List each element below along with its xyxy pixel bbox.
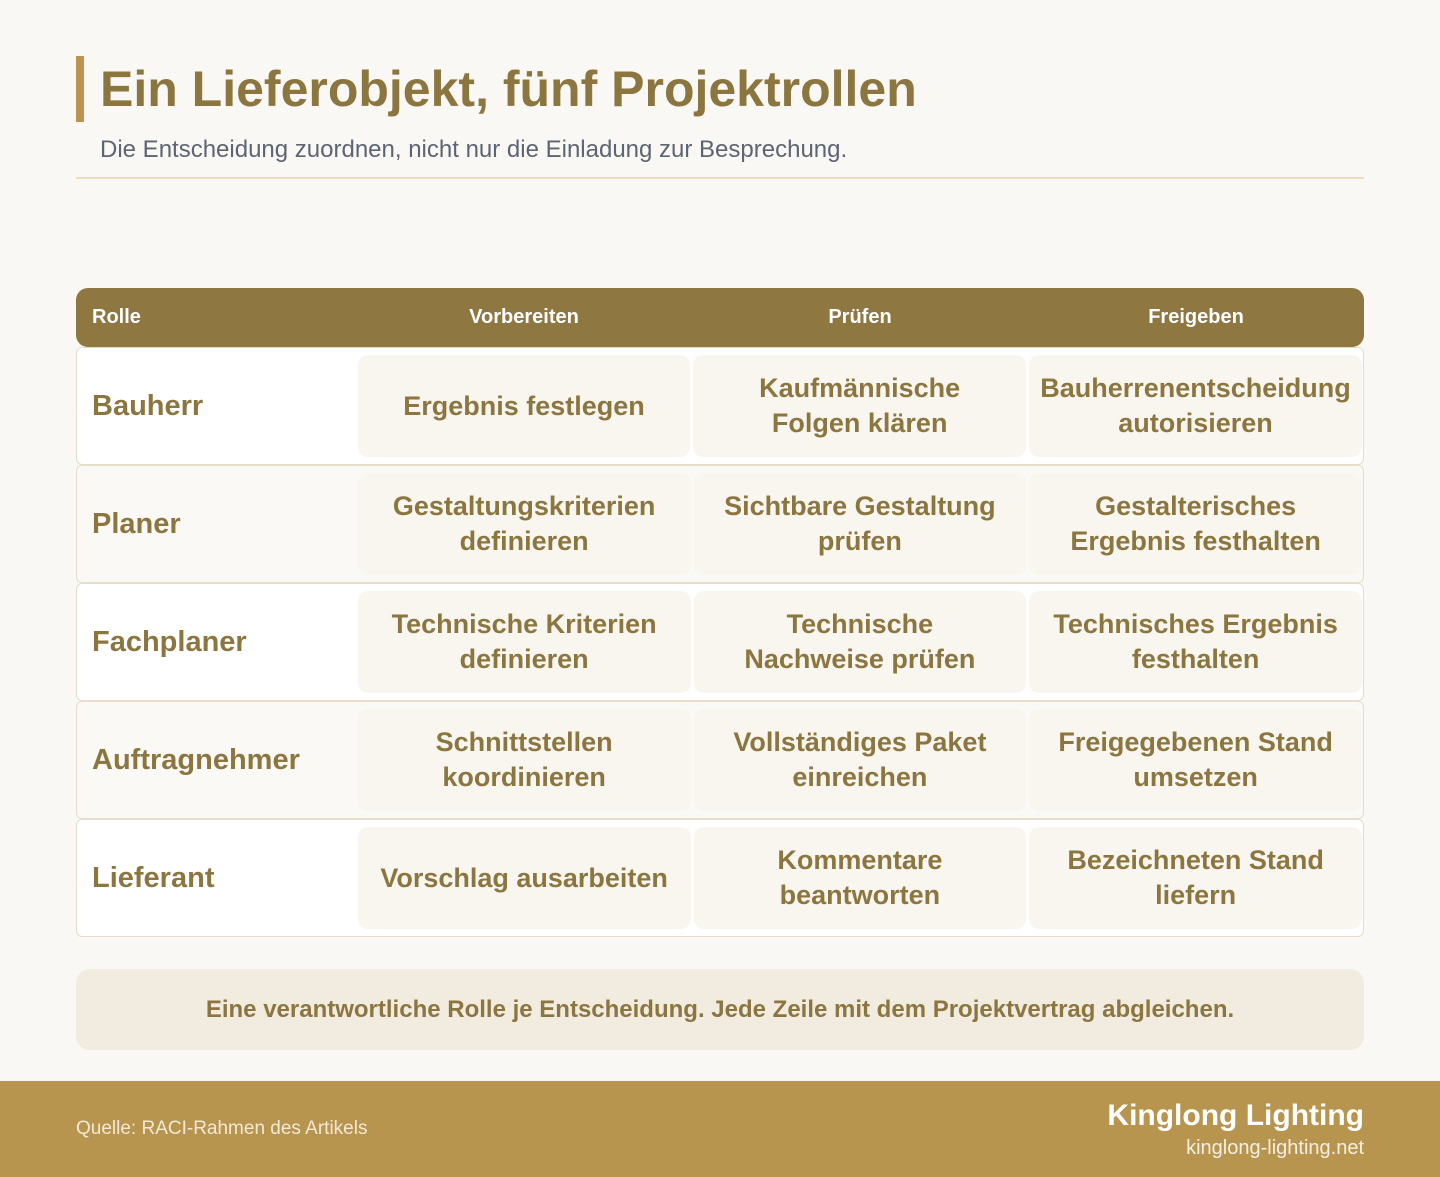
raci-table — [76, 288, 1364, 937]
page-title: Ein Lieferobjekt, fünf Projektrollen — [100, 61, 917, 117]
role-label: Planer — [92, 507, 181, 540]
table-row — [76, 701, 1364, 819]
brand-block — [1107, 1099, 1364, 1160]
table-cell: Kommentare beantworten — [694, 827, 1027, 929]
role-label: Auftragnehmer — [92, 743, 300, 776]
table-cell: Freigegebenen Stand umsetzen — [1029, 709, 1362, 811]
role-label: Bauherr — [92, 389, 204, 422]
table-cell: Technische Nachweise prüfen — [694, 591, 1027, 693]
table-header — [76, 288, 1364, 347]
role-label: Lieferant — [92, 861, 215, 894]
summary-note: Eine verantwortliche Rolle je Entscheidung. Jede Zeile mit dem Projektvertrag abgleichen. — [76, 969, 1364, 1050]
title-accent-bar — [76, 56, 84, 122]
table-row — [76, 819, 1364, 937]
table-cell: Gestalterisches Ergebnis festhalten — [1029, 473, 1362, 575]
table-cell: Vorschlag ausarbeiten — [358, 827, 691, 929]
source-text: Quelle: RACI-Rahmen des Artikels — [76, 1118, 368, 1139]
brand-url: kinglong-lighting.net — [1186, 1137, 1364, 1159]
table-cell: Vollständiges Paket einreichen — [694, 709, 1027, 811]
column-header-approve: Freigeben — [1148, 306, 1244, 328]
table-row — [76, 347, 1364, 465]
table-cell: Schnittstellen koordinieren — [358, 709, 691, 811]
table-row — [76, 583, 1364, 701]
page-subtitle: Die Entscheidung zuordnen, nicht nur die Einladung zur Besprechung. — [100, 136, 848, 163]
table-cell: Bauherrenentscheidung autorisieren — [1029, 355, 1362, 457]
table-cell: Sichtbare Gestaltung prüfen — [694, 473, 1027, 575]
table-cell: Technische Kriterien definieren — [358, 591, 691, 693]
header-divider — [76, 177, 1364, 179]
table-cell: Bezeichneten Stand liefern — [1029, 827, 1362, 929]
role-label: Fachplaner — [92, 625, 247, 658]
column-header-review: Prüfen — [828, 306, 892, 328]
footer — [0, 1081, 1440, 1177]
brand-name: Kinglong Lighting — [1107, 1099, 1364, 1132]
header — [76, 56, 1364, 164]
column-header-prepare: Vorbereiten — [469, 306, 579, 328]
column-header-role: Rolle — [92, 306, 141, 328]
title-wrap — [76, 56, 1364, 122]
table-cell: Technisches Ergebnis festhalten — [1029, 591, 1362, 693]
table-row — [76, 465, 1364, 583]
table-cell: Gestaltungskriterien definieren — [358, 473, 691, 575]
table-cell: Ergebnis festlegen — [358, 355, 691, 457]
table-cell: Kaufmännische Folgen klären — [693, 355, 1026, 457]
